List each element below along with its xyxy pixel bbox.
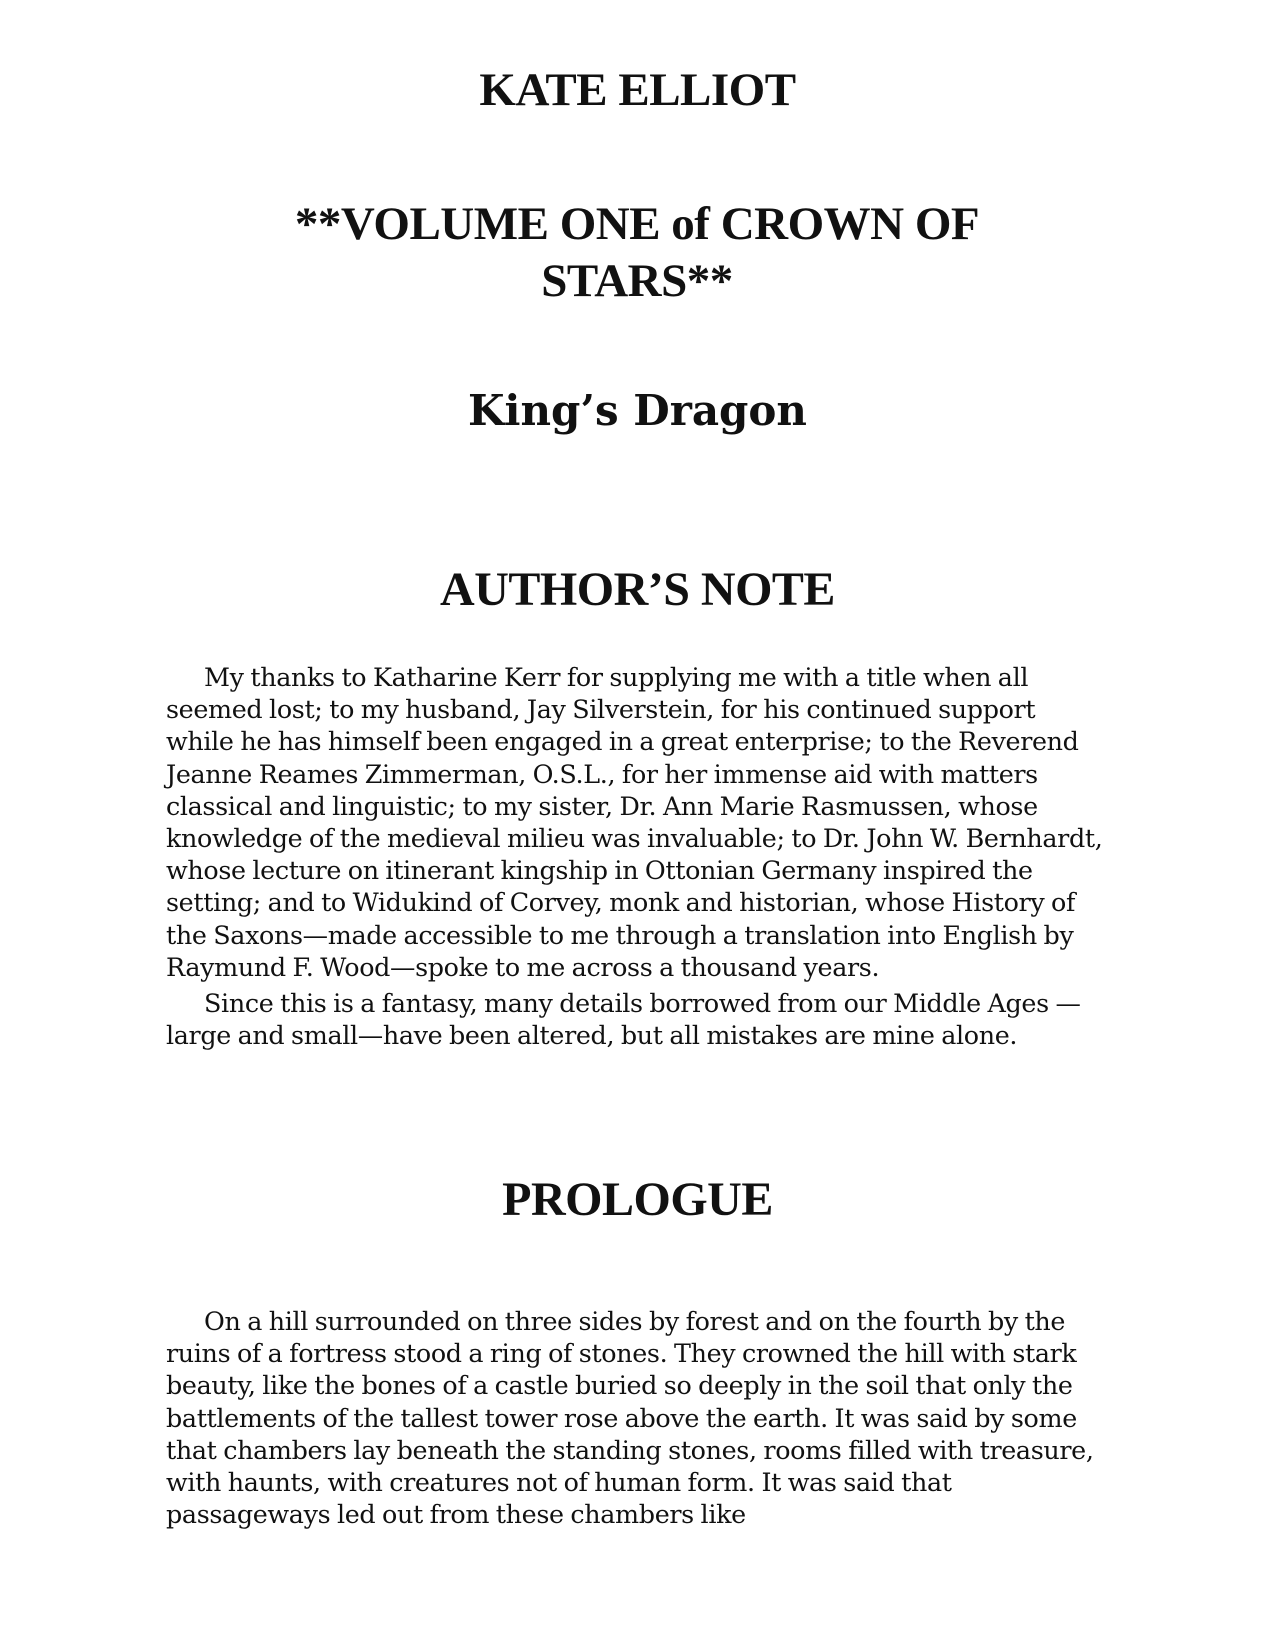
prologue-paragraph: On a hill surrounded on three sides by forest and on the fourth by the ruins of a fortress stood a ring of stones. They crowned the hill with stark beauty, like the bones of a castle buried so deeply in the soil that only the battlements of the tallest tower rose above the earth. It was said by some that chambers lay beneath the standing stones, rooms filled with treasure, with haunts, with creatures not of human form. It was said that passageways led out from these chambers like bbox=[166, 1306, 1094, 1530]
series-title: **VOLUME ONE of CROWN OF STARS** bbox=[294, 198, 980, 307]
authors-note-heading: AUTHOR’S NOTE bbox=[440, 563, 835, 616]
prologue-body bbox=[166, 1305, 1106, 1534]
authors-note-paragraph: Since this is a fantasy, many details borrowed from our Middle Ages —large and small—have been altered, but all mistakes are mine alone. bbox=[166, 988, 1081, 1051]
prologue-heading: PROLOGUE bbox=[502, 1173, 773, 1226]
author-name: KATE ELLIOT bbox=[479, 64, 796, 116]
book-title: King’s Dragon bbox=[468, 386, 807, 435]
authors-note-body bbox=[166, 661, 1106, 1055]
authors-note-paragraph: My thanks to Katharine Kerr for supplying me with a title when all seemed lost; to my husband, Jay Silverstein, for his continued support while he has himself been engaged in a great enterprise; to the Reverend Jeanne Reames Zimmerman, O.S.L., for her immense aid with matters classical and linguistic; to my sister, Dr. Ann Marie Rasmussen, whose knowledge of the medieval milieu was invaluable; to Dr. John W. Bernhardt, whose lecture on itinerant kingship in Ottonian Germany inspired the setting; and to Widukind of Corvey, monk and historian, whose History of the Saxons—made accessible to me through a translation into English by Raymund F. Wood—spoke to me across a thousand years. bbox=[166, 662, 1103, 982]
